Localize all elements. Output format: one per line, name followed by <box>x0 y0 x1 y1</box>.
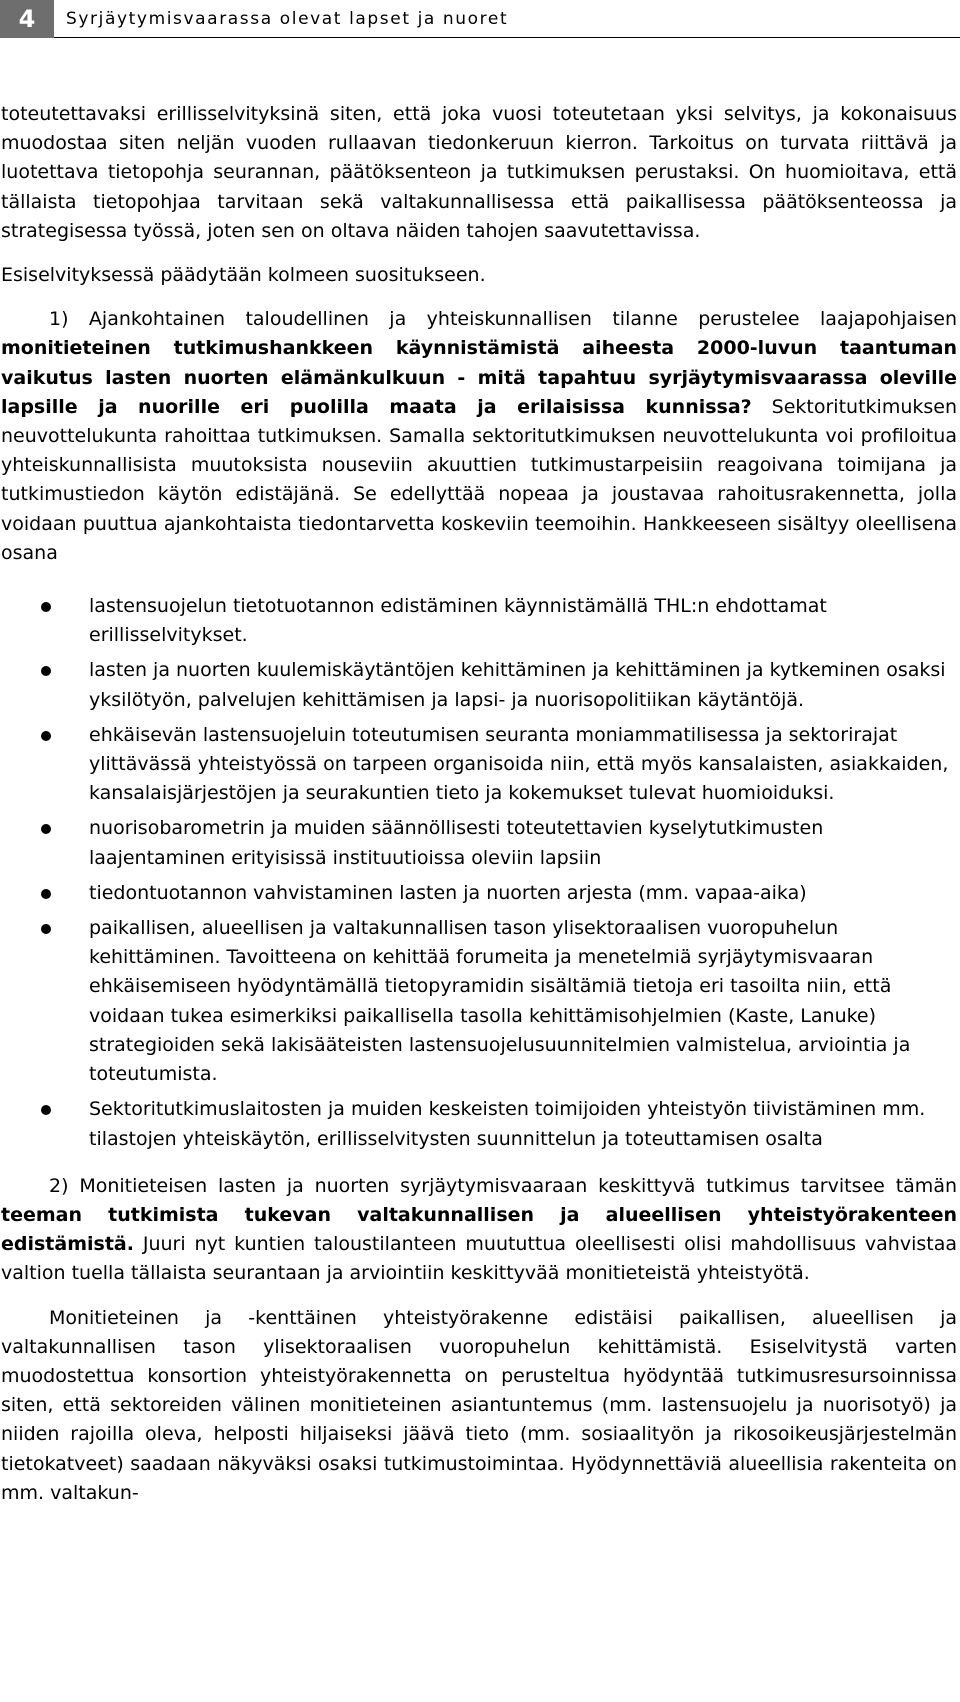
page-header <box>0 0 960 38</box>
list-item <box>1 814 957 872</box>
header-rule <box>54 37 960 38</box>
bullet-list <box>1 592 957 1154</box>
list-item <box>1 914 957 1089</box>
recommendation-2-intro: 2) Monitieteisen lasten ja nuorten syrjäytymisvaaraan keskittyvä tutkimus tarvitsee tämän <box>49 1174 957 1197</box>
bullet-icon <box>41 824 51 834</box>
list-item <box>1 656 957 714</box>
list-item <box>1 721 957 809</box>
list-item-text: lasten ja nuorten kuulemiskäytäntöjen kehittäminen ja kehittäminen ja kytkeminen osaksi yksilötyön, palvelujen kehittämisen ja lapsi- ja nuorisopolitiikan käytäntöjä. <box>89 659 946 711</box>
recommendation-1 <box>1 305 957 568</box>
page-number: 4 <box>0 0 54 38</box>
recommendation-2-rest: Juuri nyt kuntien taloustilanteen muututtua oleellisesti olisi mahdollisuus vahvistaa valtion tuella tällaista seurantaan ja arviointiin keskittyvää monitieteistä yhteistyötä. <box>1 1233 957 1285</box>
list-item-text: paikallisen, alueellisen ja valtakunnallisen tason ylisektoraalisen vuoropuhelun kehittäminen. Tavoitteena on kehittää forumeita ja menetelmiä syrjäytymisvaaran ehkäisemiseen hyödyntämällä tietopyramidin sisältämiä tietoja eri tasoilta niin, että voidaan tukea esimerkiksi paikallisella tasolla kehittämisohjelmien (Kaste, Lanuke) strategioiden sekä lakisääteisten lastensuojelusuunnitelmien valmistelua, arviointia ja toteutumista. <box>89 917 911 1086</box>
list-item-text: nuorisobarometrin ja muiden säännöllisesti toteutettavien kyselytutkimusten laajentaminen erityisissä instituutioissa oleviin lapsiin <box>89 817 824 869</box>
recommendation-1-bold: monitieteinen tutkimushankkeen käynnistämistä aiheesta 2000-luvun taantuman vaikutus lasten nuorten elämänkulkuun - mitä tapahtuu syrjäytymisvaarassa oleville lapsille ja nuorille eri puolilla maata ja erilaisissa kunnissa? <box>1 337 957 418</box>
recommendation-2-bold: teeman tutkimista tukevan valtakunnallisen ja alueellisen yhteistyörakenteen edistämistä. <box>1 1203 957 1256</box>
summary-sentence: Esiselvityksessä päädytään kolmeen suositukseen. <box>1 264 486 287</box>
list-item-text: tiedontuotannon vahvistaminen lasten ja nuorten arjesta (mm. vapaa-aika) <box>89 881 807 904</box>
document-body <box>1 100 957 1508</box>
list-item <box>1 592 957 650</box>
list-item-text: ehkäisevän lastensuojeluin toteutumisen seuranta moniammatilisessa ja sektorirajat ylittävässä yhteistyössä on tarpeen organisoida niin, että myös kansalaisten, asiakkaiden, kansalaisjärjestöjen ja seurakuntien tieto ja kokemukset tulevat huomioiduksi. <box>89 723 949 805</box>
bullet-icon <box>41 924 51 934</box>
bullet-icon <box>41 666 51 676</box>
recommendation-2 <box>1 1172 957 1289</box>
bullet-icon <box>41 889 51 899</box>
list-item <box>1 879 957 908</box>
recommendation-1-rest: Sektoritutkimuksen neuvottelukunta rahoittaa tutkimuksen. Samalla sektoritutkimuksen neuvottelukunta voi profiloitua yhteiskunnallisista muutoksista nouseviin akuuttien tutkimustarpeisiin reagoivana toimijana ja tutkimustiedon käytön edistäjänä. Se edellyttää nopeaa ja joustavaa rahoitusrakennetta, jolla voidaan puuttua ajankohtaista tiedontarvetta koskeviin teemoihin. Hankkeeseen sisältyy oleellisena osana <box>1 395 957 564</box>
bullet-icon <box>41 731 51 741</box>
list-item-text: Sektoritutkimuslaitosten ja muiden keskeisten toimijoiden yhteistyön tiivistäminen mm. tilastojen yhteiskäytön, erillisselvitysten suunnittelun ja toteuttamisen osalta <box>89 1098 926 1150</box>
intro-paragraph: toteutettavaksi erillisselvityksinä siten, että joka vuosi toteutetaan yksi selvitys, ja kokonaisuus muodostaa siten neljän vuoden rullaavan tiedonkeruun kierron. Tarkoitus on turvata riittävä ja luotettava tietopohja seurannan, päätöksenteon ja tutkimuksen perustaksi. On huomioitava, että tällaista tietopohjaa tarvitaan sekä valtakunnallisessa että paikallisessa päätöksenteossa ja strategisessa työssä, joten sen on oltava näiden tahojen saavutettavissa. <box>1 103 957 242</box>
list-item <box>1 1095 957 1153</box>
running-title: Syrjäytymisvaarassa olevat lapset ja nuoret <box>66 9 509 29</box>
recommendation-1-intro: 1) Ajankohtainen taloudellinen ja yhteiskunnallisen tilanne perustelee laajapohjaisen <box>49 308 957 331</box>
list-item-text: lastensuojelun tietotuotannon edistäminen käynnistämällä THL:n ehdottamat erillisselvitykset. <box>89 595 827 647</box>
bullet-icon <box>41 1105 51 1115</box>
bullet-icon <box>41 602 51 612</box>
closing-paragraph: Monitieteinen ja -kenttäinen yhteistyörakenne edistäisi paikallisen, alueellisen ja valtakunnallisen tason ylisektoraalisen vuoropuhelun kehittämistä. Esiselvitystä varten muodostettua konsortion yhteistyörakennetta on perusteltua hyödyntää tutkimusresursoinnissa siten, että sektoreiden välinen monitieteinen asiantuntemus (mm. lastensuojelu ja nuorisotyö) ja niiden rajoilla oleva, helposti hiljaiseksi jäävä tieto (mm. sosiaalityön ja rikosoikeusjärjestelmän tietokatveet) saadaan näkyväksi osaksi tutkimustoimintaa. Hyödynnettäviä alueellisia rakenteita on mm. valtakun- <box>1 1306 957 1504</box>
